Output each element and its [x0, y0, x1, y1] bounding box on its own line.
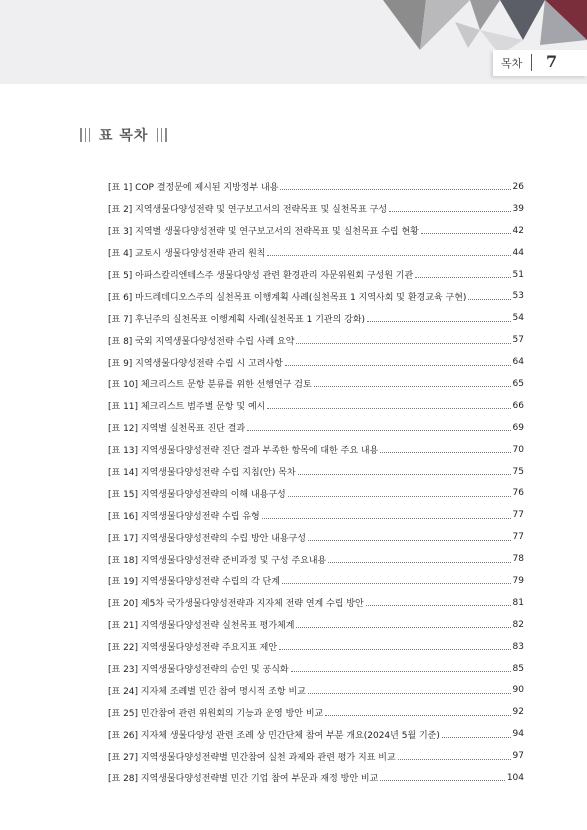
toc-entry-label: [표 23] 지역생물다양성전략의 승인 및 공식화 — [108, 665, 289, 676]
toc-entry-label: [표 1] COP 결정문에 제시된 지방정부 내용 — [108, 183, 279, 194]
toc-entry[interactable] — [108, 373, 524, 395]
toc-entry[interactable] — [108, 307, 524, 329]
toc-entry-page: 39 — [512, 203, 524, 214]
toc-entry[interactable] — [108, 504, 524, 526]
dot-leader — [389, 211, 510, 212]
toc-entry[interactable] — [108, 417, 524, 439]
dot-leader — [296, 627, 510, 628]
dot-leader — [298, 474, 511, 475]
section-label: 목차 — [501, 57, 523, 70]
dot-leader — [398, 759, 511, 760]
toc-entry-label: [표 17] 지역생물다양성전략의 수립 방안 내용구성 — [108, 533, 306, 544]
heading-right-bars — [157, 128, 167, 142]
toc-entry-label: [표 11] 체크리스트 범주별 문항 및 예시 — [108, 402, 266, 413]
toc-entry-label: [표 7] 후닌주의 실천목표 이행계획 사례(실천목표 1 기관의 강화) — [108, 314, 366, 325]
toc-entry-label: [표 13] 지역생물다양성전략 진단 결과 부족한 항목에 대한 주요 내용 — [108, 446, 379, 457]
toc-entry[interactable] — [108, 658, 524, 680]
toc-entry-label: [표 4] 교토시 생물다양성전략 관리 원칙 — [108, 249, 266, 260]
dot-leader — [288, 496, 511, 497]
toc-entry-page: 66 — [512, 400, 524, 411]
toc-entry[interactable] — [108, 745, 524, 767]
dot-leader — [442, 737, 511, 738]
toc-entry-page: 104 — [506, 772, 524, 783]
toc-entry-label: [표 5] 아파스칼리엔테스주 생물다양성 관련 환경관리 자문위원회 구성원 기관 — [108, 271, 414, 281]
dot-leader — [325, 715, 510, 716]
heading-left-bars — [80, 128, 90, 142]
toc-entry-label: [표 26] 지자체 생물다양성 관련 조례 상 민간단체 참여 부분 개요(2024년 5월 기준) — [108, 730, 440, 741]
toc-entry-page: 51 — [512, 269, 524, 280]
dot-leader — [282, 583, 511, 584]
toc-entry-page: 97 — [512, 751, 524, 762]
dot-leader — [291, 671, 511, 672]
toc-entry-page: 77 — [512, 532, 524, 543]
toc-entry-label: [표 19] 지역생물다양성전략 수립의 각 단계 — [108, 577, 280, 588]
toc-entry-label: [표 22] 지역생물다양성전략 주요지표 제안 — [108, 643, 278, 654]
toc-entry[interactable] — [108, 351, 524, 373]
dot-leader — [296, 343, 510, 344]
toc-entry[interactable] — [108, 395, 524, 417]
toc-entry-page: 44 — [512, 247, 524, 258]
toc-entry[interactable] — [108, 482, 524, 504]
toc-title: 표 목차 — [99, 128, 149, 144]
toc-entry-page: 26 — [512, 181, 524, 192]
dot-leader — [247, 430, 510, 431]
toc-entry-page: 82 — [512, 619, 524, 630]
toc-list — [108, 176, 524, 789]
toc-entry-label: [표 18] 지역생물다양성전략 준비과정 및 구성 주요내용 — [108, 555, 327, 566]
toc-entry-page: 65 — [512, 378, 524, 389]
dot-leader — [468, 299, 510, 300]
dot-leader — [285, 365, 511, 366]
toc-entry-label: [표 8] 국외 지역생물다양성전략 수립 사례 요약 — [108, 336, 295, 347]
toc-entry[interactable] — [108, 285, 524, 307]
toc-entry[interactable] — [108, 701, 524, 723]
toc-entry-page: 78 — [512, 554, 524, 565]
toc-entry-label: [표 12] 지역별 실천목표 진단 결과 — [108, 424, 246, 435]
toc-entry[interactable] — [108, 198, 524, 220]
dot-leader — [262, 518, 511, 519]
toc-entry-label: [표 20] 제5차 국가생물다양성전략과 지자체 전략 연계 수립 방안 — [108, 599, 364, 610]
toc-entry[interactable] — [108, 264, 524, 286]
dot-leader — [279, 649, 511, 650]
toc-entry-label: [표 9] 지역생물다양성전략 수립 시 고려사항 — [108, 358, 283, 369]
toc-entry-label: [표 27] 지역생물다양성전략별 민간참여 실천 과제와 관련 평가 지표 비교 — [108, 752, 396, 763]
toc-entry[interactable] — [108, 242, 524, 264]
toc-entry-page: 76 — [512, 488, 524, 499]
dot-leader — [308, 693, 511, 694]
toc-entry[interactable] — [108, 570, 524, 592]
toc-entry-label: [표 24] 지자체 조례별 민간 참여 명시적 조항 비교 — [108, 686, 306, 697]
toc-entry-label: [표 10] 체크리스트 문항 분류를 위한 선행연구 검토 — [108, 380, 312, 391]
toc-entry-page: 69 — [512, 422, 524, 433]
toc-entry[interactable] — [108, 548, 524, 570]
toc-entry-page: 81 — [512, 597, 524, 608]
toc-entry-page: 57 — [512, 335, 524, 346]
toc-heading — [80, 125, 167, 145]
dot-leader — [380, 452, 510, 453]
toc-entry-page: 92 — [512, 707, 524, 718]
dot-leader — [415, 277, 510, 278]
dot-leader — [421, 233, 511, 234]
toc-entry[interactable] — [108, 526, 524, 548]
toc-entry-page: 53 — [512, 291, 524, 302]
toc-entry-page: 42 — [512, 225, 524, 236]
page-number: 7 — [546, 52, 558, 71]
dot-leader — [267, 255, 510, 256]
toc-entry[interactable] — [108, 723, 524, 745]
toc-entry[interactable] — [108, 767, 524, 789]
dot-leader — [308, 540, 511, 541]
dot-leader — [267, 408, 510, 409]
dot-leader — [380, 780, 505, 781]
toc-entry[interactable] — [108, 461, 524, 483]
toc-entry-page: 85 — [512, 663, 524, 674]
toc-entry-label: [표 15] 지역생물다양성전략의 이해 내용구성 — [108, 489, 286, 500]
dot-leader — [328, 562, 510, 563]
toc-entry[interactable] — [108, 636, 524, 658]
toc-entry-page: 54 — [512, 313, 524, 324]
toc-entry-label: [표 28] 지역생물다양성전략별 민간 기업 참여 부문과 재정 방안 비교 — [108, 774, 379, 785]
toc-entry-page: 77 — [512, 510, 524, 521]
toc-entry-page: 90 — [512, 685, 524, 696]
toc-entry-page: 83 — [512, 641, 524, 652]
toc-entry[interactable] — [108, 679, 524, 701]
toc-entry[interactable] — [108, 614, 524, 636]
toc-entry-label: [표 25] 민간참여 관련 위원회의 기능과 운영 방안 비교 — [108, 708, 324, 719]
toc-entry-page: 70 — [512, 444, 524, 455]
toc-entry[interactable] — [108, 176, 524, 198]
toc-entry-page: 75 — [512, 466, 524, 477]
toc-entry[interactable] — [108, 592, 524, 614]
dot-leader — [314, 386, 511, 387]
toc-entry[interactable] — [108, 329, 524, 351]
toc-entry-label: [표 16] 지역생물다양성전략 수립 유형 — [108, 511, 260, 522]
toc-entry[interactable] — [108, 439, 524, 461]
toc-entry-label: [표 2] 지역생물다양성전략 및 연구보고서의 전략목표 및 실천목표 구성 — [108, 205, 388, 216]
toc-entry-label: [표 6] 마드레데디오스주의 실천목표 이행계획 사례(실천목표 1 지역사회 및 환경교육 구현) — [108, 292, 467, 303]
toc-entry[interactable] — [108, 220, 524, 242]
toc-entry-label: [표 14] 지역생물다양성전략 수립 지침(안) 목차 — [108, 468, 296, 479]
toc-entry-label: [표 3] 지역별 생물다양성전략 및 연구보고서의 전략목표 및 실천목표 수립 현황 — [108, 227, 419, 238]
toc-entry-page: 64 — [512, 357, 524, 368]
dot-leader — [280, 189, 510, 190]
toc-entry-page: 79 — [512, 575, 524, 586]
tab-divider — [531, 54, 532, 71]
toc-entry-page: 94 — [512, 729, 524, 740]
dot-leader — [367, 321, 511, 322]
dot-leader — [366, 605, 511, 606]
toc-entry-label: [표 21] 지역생물다양성전략 실천목표 평가체계 — [108, 621, 295, 632]
